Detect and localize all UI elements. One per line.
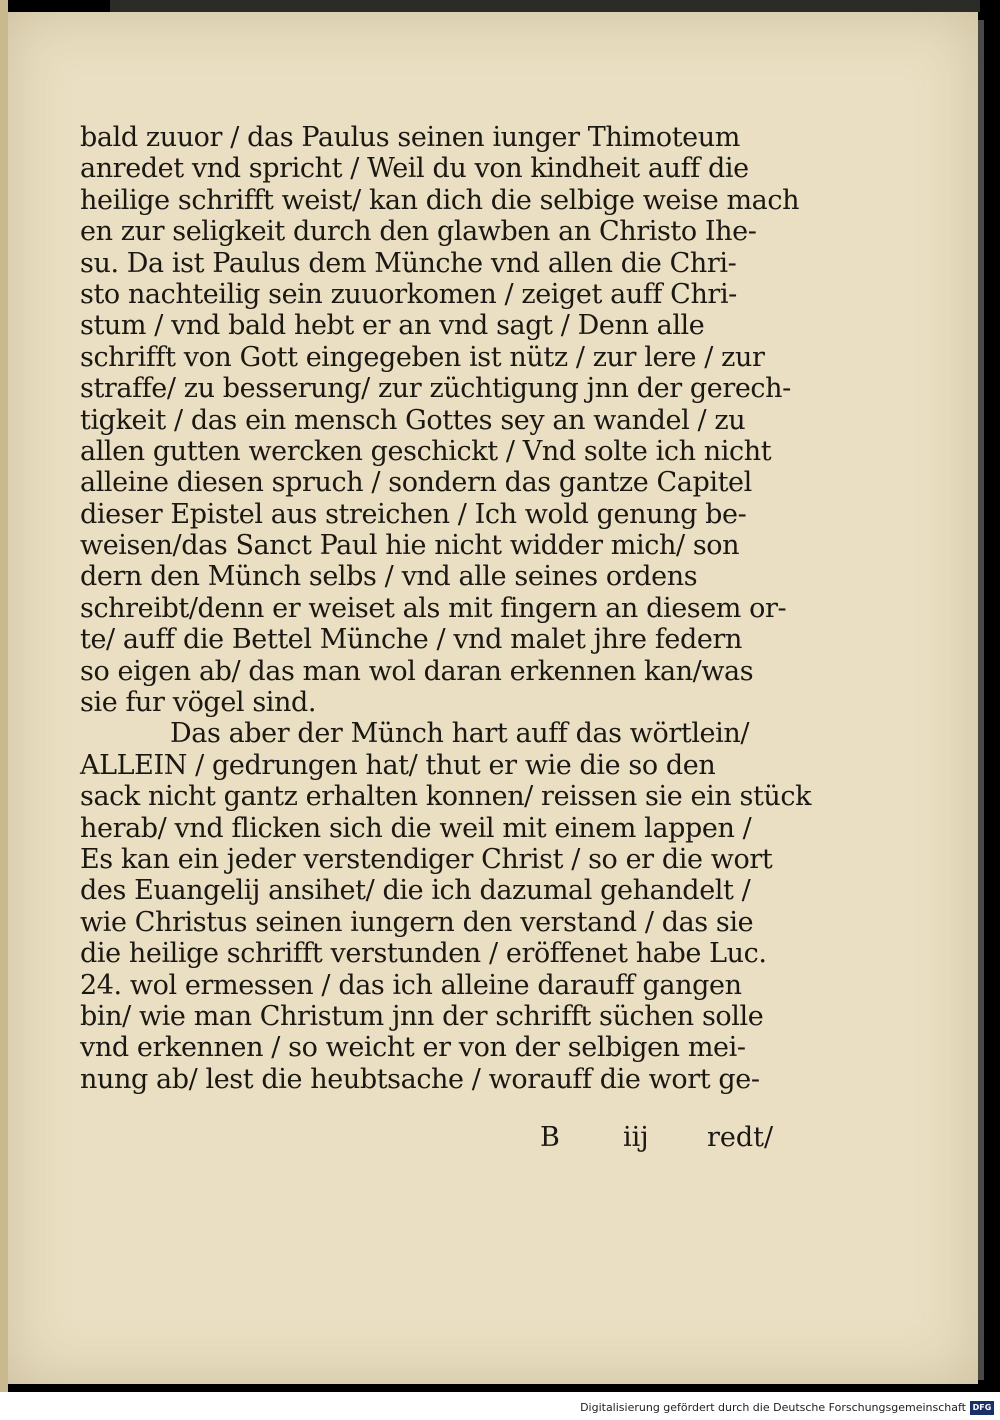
text-line: allen gutten wercken geschickt / Vnd solte ich nicht xyxy=(80,435,772,467)
text-line: straffe/ zu besserung/ zur züchtigung jnn der gerech- xyxy=(80,373,791,405)
catchword: redt/ xyxy=(707,1122,774,1153)
text-line: dieser Epistel aus streichen / Ich wold genung be- xyxy=(80,498,747,530)
book-spine xyxy=(0,0,8,1392)
text-line: en zur seligkeit durch den glawben an Christo Ihe- xyxy=(80,216,757,248)
footer-bar xyxy=(0,1392,1000,1420)
text-line: alleine diesen spruch / sondern das gantze Capitel xyxy=(80,467,752,499)
paragraph-start-line: Das aber der Münch hart auff das wörtlein/ xyxy=(170,718,750,750)
text-line: sto nachteilig sein zuuorkomen / zeiget auff Chri- xyxy=(80,278,737,310)
text-line: nung ab/ lest die heubtsache / worauff die wort ge- xyxy=(80,1063,760,1095)
text-line: te/ auff die Bettel Münche / vnd malet jhre federn xyxy=(80,624,742,656)
text-line: weisen/das Sanct Paul hie nicht widder mich/ son xyxy=(80,530,740,562)
text-line: dern den Münch selbs / vnd alle seines ordens xyxy=(80,561,698,593)
text-line: 24. wol ermessen / das ich alleine darauff gangen xyxy=(80,969,742,1001)
text-line: bald zuuor / das Paulus seinen iunger Thimoteum xyxy=(80,122,740,153)
text-line: bin/ wie man Christum jnn der schrifft süchen solle xyxy=(80,1000,764,1032)
text-line: Es kan ein jeder verstendiger Christ / so er die wort xyxy=(80,843,773,875)
text-line: ALLEIN / gedrungen hat/ thut er wie die so den xyxy=(80,749,716,781)
text-line: sack nicht gantz erhalten konnen/ reissen sie ein stück xyxy=(80,781,812,813)
text-line: wie Christus seinen iungern den verstand / das sie xyxy=(80,906,754,938)
signature-number: iij xyxy=(623,1122,649,1153)
text-line: herab/ vnd flicken sich die weil mit einem lappen / xyxy=(80,812,752,844)
text-line: schrifft von Gott eingegeben ist nütz / zur lere / zur xyxy=(80,341,765,373)
text-line: so eigen ab/ das man wol daran erkennen kan/was xyxy=(80,655,754,687)
text-line: su. Da ist Paulus dem Münche vnd allen die Chri- xyxy=(80,247,737,279)
text-line: tigkeit / das ein mensch Gottes sey an wandel / zu xyxy=(80,404,746,436)
text-line: schreibt/denn er weiset als mit fingern an diesem or- xyxy=(80,592,787,624)
text-line: anredet vnd spricht / Weil du von kindheit auff die xyxy=(80,153,749,185)
text-line: stum / vnd bald hebt er an vnd sagt / Denn alle xyxy=(80,310,705,342)
text-block xyxy=(80,122,812,1095)
dfg-logo: DFG xyxy=(970,1401,994,1415)
text-line: heilige schrifft weist/ kan dich die selbige weise mach xyxy=(80,184,800,216)
signature-letter: B xyxy=(540,1122,560,1153)
funding-credit: Digitalisierung gefördert durch die Deutsche Forschungsgemeinschaft xyxy=(580,1401,966,1414)
text-line: sie fur vögel sind. xyxy=(80,687,317,719)
text-line: vnd erkennen / so weicht er von der selbigen mei- xyxy=(80,1032,746,1064)
text-line: des Euangelij ansihet/ die ich dazumal gehandelt / xyxy=(80,875,751,907)
page-top-edge xyxy=(110,0,980,12)
text-line: die heilige schrifft verstunden / eröffenet habe Luc. xyxy=(80,938,767,970)
